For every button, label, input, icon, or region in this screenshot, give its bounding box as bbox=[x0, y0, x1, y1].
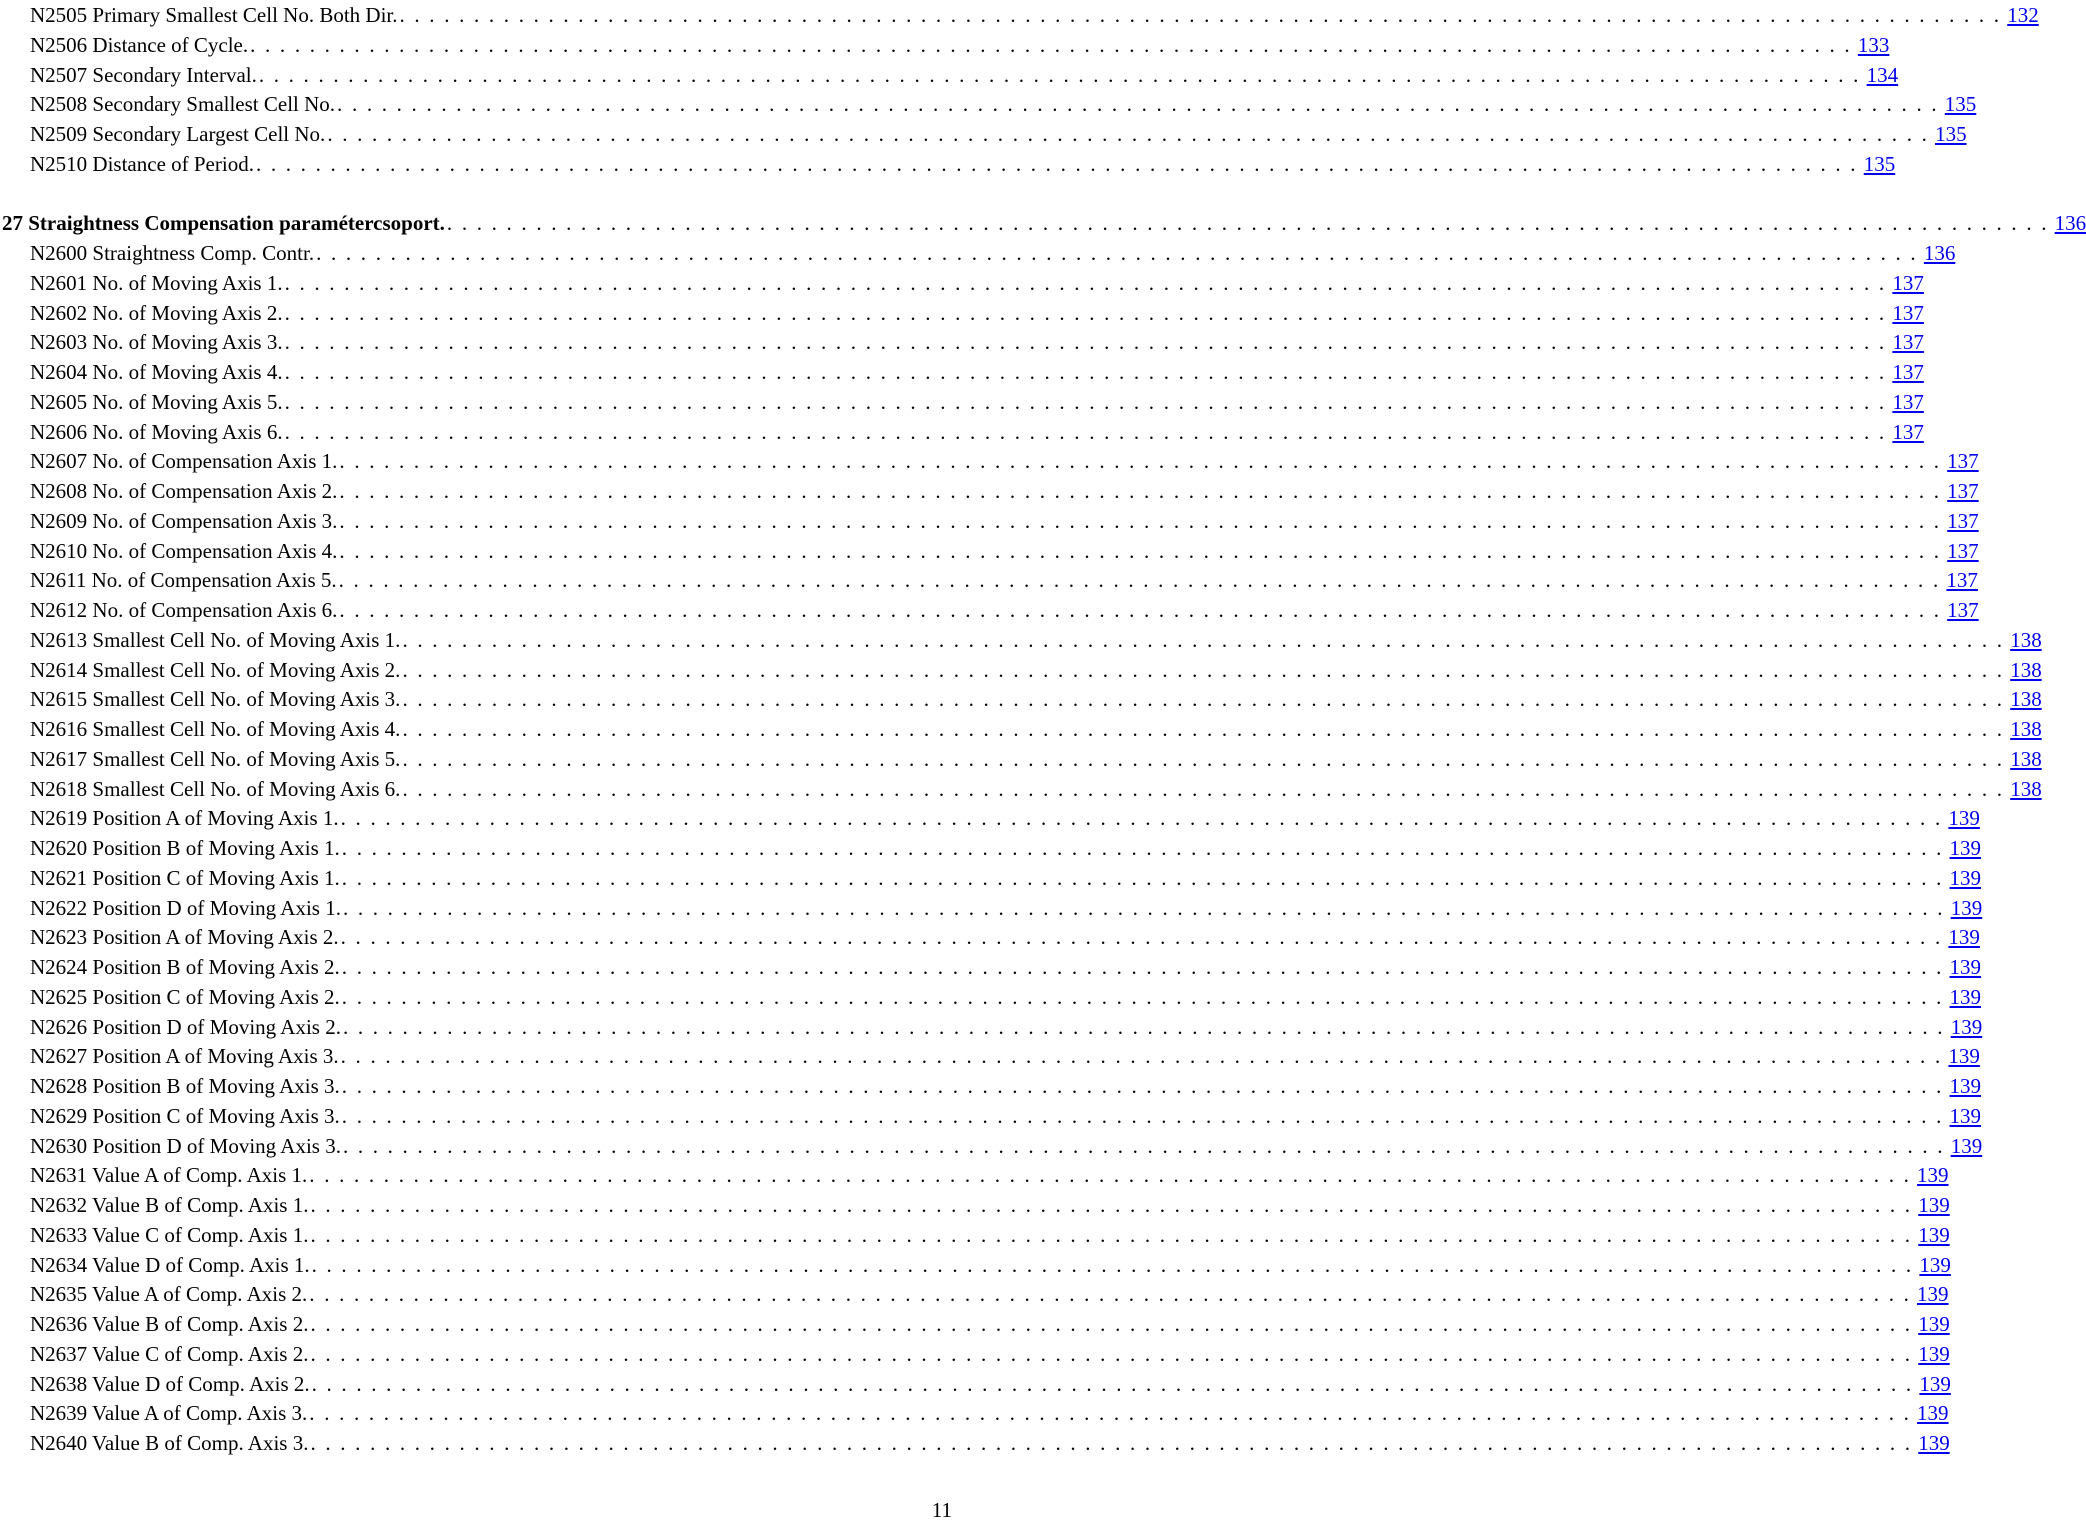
toc-page-link[interactable]: 139 bbox=[1919, 1253, 1951, 1277]
toc-leader-dots: . . . . . . . . . . . . . . . . . . . . . . . . . . . . . . . . . . . . . . . . . . . . . . . . . . . . . . . . . . . . . . . . . . . . . . . . . . . . . . . . . . . . . . . . . . . . . . . . . . . . . . . . . . . . bbox=[342, 1134, 1945, 1158]
toc-entry bbox=[0, 446, 1979, 476]
toc-page-link[interactable]: 137 bbox=[1892, 330, 1924, 354]
toc-entry-text: N2612 No. of Compensation Axis 6. bbox=[30, 598, 338, 622]
toc-leader-dots: . . . . . . . . . . . . . . . . . . . . . . . . . . . . . . . . . . . . . . . . . . . . . . . . . . . . . . . . . . . . . . . . . . . . . . . . . . . . . . . . . . . . . . . . . . . . . . . . . . . . . . . . . . . . bbox=[402, 687, 2005, 711]
toc-entry-text: N2508 Secondary Smallest Cell No. bbox=[30, 92, 336, 116]
toc-page-link[interactable]: 139 bbox=[1917, 1401, 1949, 1425]
toc-page-link[interactable]: 132 bbox=[2007, 3, 2039, 27]
toc-page-link[interactable]: 139 bbox=[1949, 955, 1982, 979]
toc-leader-dots: . . . . . . . . . . . . . . . . . . . . . . . . . . . . . . . . . . . . . . . . . . . . . . . . . . . . . . . . . . . . . . . . . . . . . . . . . . . . . . . . . . . . . . . . . . . . . . . . . . . . . . . . . . . . bbox=[255, 152, 1858, 176]
toc-page-link[interactable]: 139 bbox=[1949, 985, 1982, 1009]
toc-entry-text: N2640 Value B of Comp. Axis 3. bbox=[30, 1431, 309, 1455]
toc-leader-dots: . . . . . . . . . . . . . . . . . . . . . . . . . . . . . . . . . . . . . . . . . . . . . . . . . . . . . . . . . . . . . . . . . . . . . . . . . . . . . . . . . . . . . . . . . . . . . . . . . . . . . . . . . . . . bbox=[309, 1401, 1912, 1425]
toc-page-link[interactable]: 135 bbox=[1863, 152, 1896, 176]
toc-entry bbox=[0, 1101, 1982, 1131]
toc-entry-text: N2606 No. of Moving Axis 6. bbox=[30, 420, 283, 444]
toc-leader-dots: . . . . . . . . . . . . . . . . . . . . . . . . . . . . . . . . . . . . . . . . . . . . . . . . . . . . . . . . . . . . . . . . . . . . . . . . . . . . . . . . . . . . . . . . . . . . . . . . . . . . . . . . . . . . bbox=[310, 1193, 1913, 1217]
toc-entry-text: N2609 No. of Compensation Axis 3. bbox=[30, 509, 338, 533]
toc-leader-dots: . . . . . . . . . . . . . . . . . . . . . . . . . . . . . . . . . . . . . . . . . . . . . . . . . . . . . . . . . . . . . . . . . . . . . . . . . . . . . . . . . . . . . . . . . . . . . . . . . . . . . . . . . . . . bbox=[311, 1253, 1914, 1277]
toc-leader-dots: . . . . . . . . . . . . . . . . . . . . . . . . . . . . . . . . . . . . . . . . . . . . . . . . . . . . . . . . . . . . . . . . . . . . . . . . . . . . . . . . . . . . . . . . . . . . . . . . . . . . . . . . . . . . bbox=[339, 539, 1942, 563]
toc-entry bbox=[0, 1190, 1950, 1220]
toc-entry bbox=[0, 625, 2042, 655]
toc-leader-dots: . . . . . . . . . . . . . . . . . . . . . . . . . . . . . . . . . . . . . . . . . . . . . . . . . . . . . . . . . . . . . . . . . . . . . . . . . . . . . . . . . . . . . . . . . . . . . . . . . . . . . . . . . . . . bbox=[340, 1044, 1943, 1068]
toc-entry bbox=[0, 714, 2042, 744]
toc-entry-text: N2613 Smallest Cell No. of Moving Axis 1. bbox=[30, 628, 401, 652]
toc-entry bbox=[0, 298, 1924, 328]
toc-entry bbox=[0, 1041, 1980, 1071]
toc-entry bbox=[0, 387, 1924, 417]
toc-leader-dots: . . . . . . . . . . . . . . . . . . . . . . . . . . . . . . . . . . . . . . . . . . . . . . . . . . . . . . . . . . . . . . . . . . . . . . . . . . . . . . . . . . . . . . . . . . . . . . . . . . . . . . . . . . . . bbox=[284, 360, 1887, 384]
toc-leader-dots: . . . . . . . . . . . . . . . . . . . . . . . . . . . . . . . . . . . . . . . . . . . . . . . . . . . . . . . . . . . . . . . . . . . . . . . . . . . . . . . . . . . . . . . . . . . . . . . . . . . . . . . . . . . . bbox=[258, 63, 1861, 87]
toc-leader-dots: . . . . . . . . . . . . . . . . . . . . . . . . . . . . . . . . . . . . . . . . . . . . . . . . . . . . . . . . . . . . . . . . . . . . . . . . . . . . . . . . . . . . . . . . . . . . . . . . . . . . . . . . . . . . bbox=[338, 568, 1941, 592]
toc-entry bbox=[0, 1279, 1949, 1309]
toc-page-link[interactable]: 138 bbox=[2010, 747, 2042, 771]
toc-entry bbox=[0, 1428, 1950, 1458]
toc-entry bbox=[0, 655, 2042, 685]
toc-leader-dots: . . . . . . . . . . . . . . . . . . . . . . . . . . . . . . . . . . . . . . . . . . . . . . . . . . . . . . . . . . . . . . . . . . . . . . . . . . . . . . . . . . . . . . . . . . . . . . . . . . . . . . . . . . . . bbox=[284, 420, 1887, 444]
toc-entry bbox=[0, 1309, 1950, 1339]
toc-leader-dots: . . . . . . . . . . . . . . . . . . . . . . . . . . . . . . . . . . . . . . . . . . . . . . . . . . . . . . . . . . . . . . . . . . . . . . . . . . . . . . . . . . . . . . . . . . . . . . . . . . . . . . . . . . . . bbox=[339, 479, 1942, 503]
toc-leader-dots: . . . . . . . . . . . . . . . . . . . . . . . . . . . . . . . . . . . . . . . . . . . . . . . . . . . . . . . . . . . . . . . . . . . . . . . . . . . . . . . . . . . . . . . . . . . . . . . . . . . . . . . . . . . . bbox=[310, 1431, 1913, 1455]
toc-entry-text: N2617 Smallest Cell No. of Moving Axis 5. bbox=[30, 747, 401, 771]
toc-page-link[interactable]: 138 bbox=[2010, 717, 2042, 741]
toc-entry-text: N2638 Value D of Comp. Axis 2. bbox=[30, 1372, 310, 1396]
toc-entry-text: N2636 Value B of Comp. Axis 2. bbox=[30, 1312, 309, 1336]
toc-entry-text: N2624 Position B of Moving Axis 2. bbox=[30, 955, 340, 979]
toc-page-link[interactable]: 138 bbox=[2010, 658, 2042, 682]
toc-page-link[interactable]: 138 bbox=[2010, 777, 2042, 801]
toc-leader-dots: . . . . . . . . . . . . . . . . . . . . . . . . . . . . . . . . . . . . . . . . . . . . . . . . . . . . . . . . . . . . . . . . . . . . . . . . . . . . . . . . . . . . . . . . . . . . . . . . . . . . . . . . . . . . bbox=[402, 747, 2005, 771]
toc-entry bbox=[0, 774, 2042, 804]
toc-page-link[interactable]: 133 bbox=[1857, 33, 1890, 57]
toc-entry-text: N2639 Value A of Comp. Axis 3. bbox=[30, 1401, 308, 1425]
toc-page-link[interactable]: 137 bbox=[1947, 449, 1979, 473]
toc-entry bbox=[0, 238, 1956, 268]
toc-entry-text: N2616 Smallest Cell No. of Moving Axis 4. bbox=[30, 717, 401, 741]
toc-entry-text: N2631 Value A of Comp. Axis 1. bbox=[30, 1163, 308, 1187]
toc-page-link[interactable]: 138 bbox=[2010, 628, 2042, 652]
toc-entry-text: N2629 Position C of Moving Axis 3. bbox=[30, 1104, 340, 1128]
toc-entry bbox=[0, 30, 1890, 60]
toc-entry-text: N2610 No. of Compensation Axis 4. bbox=[30, 539, 338, 563]
toc-leader-dots: . . . . . . . . . . . . . . . . . . . . . . . . . . . . . . . . . . . . . . . . . . . . . . . . . . . . . . . . . . . . . . . . . . . . . . . . . . . . . . . . . . . . . . . . . . . . . . . . . . . . . . . . . . . . bbox=[402, 717, 2005, 741]
toc-entry bbox=[0, 863, 1982, 893]
toc-entry-text: N2507 Secondary Interval. bbox=[30, 63, 257, 87]
toc-entry bbox=[0, 119, 1967, 149]
toc-page-link[interactable]: 139 bbox=[1918, 1312, 1950, 1336]
toc-entry-text: N2608 No. of Compensation Axis 2. bbox=[30, 479, 338, 503]
toc-entry-text: N2632 Value B of Comp. Axis 1. bbox=[30, 1193, 309, 1217]
toc-leader-dots: . . . . . . . . . . . . . . . . . . . . . . . . . . . . . . . . . . . . . . . . . . . . . . . . . . . . . . . . . . . . . . . . . . . . . . . . . . . . . . . . . . . . . . . . . . . . . . . . . . . . . . . . . . . . bbox=[342, 896, 1945, 920]
toc-leader-dots: . . . . . . . . . . . . . . . . . . . . . . . . . . . . . . . . . . . . . . . . . . . . . . . . . . . . . . . . . . . . . . . . . . . . . . . . . . . . . . . . . . . . . . . . . . . . . . . . . . . . . . . . . . . . bbox=[341, 955, 1944, 979]
toc-entry bbox=[0, 744, 2042, 774]
toc-leader-dots: . . . . . . . . . . . . . . . . . . . . . . . . . . . . . . . . . . . . . . . . . . . . . . . . . . . . . . . . . . . . . . . . . . . . . . . . . . . . . . . . . . . . . . . . . . . . . . . . . . . . . . . . . . . . bbox=[327, 122, 1930, 146]
toc-entry-text: N2627 Position A of Moving Axis 3. bbox=[30, 1044, 339, 1068]
toc-entry bbox=[0, 1339, 1950, 1369]
toc-entry-text: N2602 No. of Moving Axis 2. bbox=[30, 301, 283, 325]
toc-entry-text: N2626 Position D of Moving Axis 2. bbox=[30, 1015, 341, 1039]
toc-entry bbox=[0, 1220, 1950, 1250]
toc-entry-text: N2509 Secondary Largest Cell No. bbox=[30, 122, 326, 146]
toc-page-link[interactable]: 139 bbox=[1948, 925, 1980, 949]
toc-section-heading bbox=[0, 208, 2086, 238]
toc-page-link[interactable]: 139 bbox=[1919, 1372, 1951, 1396]
toc-entry bbox=[0, 268, 1924, 298]
toc-entry bbox=[0, 982, 1982, 1012]
toc-entry bbox=[0, 952, 1982, 982]
toc-leader-dots: . . . . . . . . . . . . . . . . . . . . . . . . . . . . . . . . . . . . . . . . . . . . . . . . . . . . . . . . . . . . . . . . . . . . . . . . . . . . . . . . . . . . . . . . . . . . . . . . . . . . . . . . . . . . bbox=[402, 658, 2005, 682]
toc-entry bbox=[0, 1012, 1983, 1042]
toc-entry-text: N2615 Smallest Cell No. of Moving Axis 3. bbox=[30, 687, 401, 711]
toc-page-link[interactable]: 137 bbox=[1947, 539, 1979, 563]
toc-entry-text: N2630 Position D of Moving Axis 3. bbox=[30, 1134, 341, 1158]
toc-leader-dots: . . . . . . . . . . . . . . . . . . . . . . . . . . . . . . . . . . . . . . . . . . . . . . . . . . . . . . . . . . . . . . . . . . . . . . . . . . . . . . . . . . . . . . . . . . . . . . . . . . . . . . . . . . . . bbox=[341, 985, 1944, 1009]
toc-entry bbox=[0, 595, 1979, 625]
toc-entry bbox=[0, 1369, 1951, 1399]
toc-leader-dots: . . . . . . . . . . . . . . . . . . . . . . . . . . . . . . . . . . . . . . . . . . . . . . . . . . . . . . . . . . . . . . . . . . . . . . . . . . . . . . . . . . . . . . . . . . . . . . . . . . . . . . . . . . . . bbox=[342, 1015, 1945, 1039]
toc-entry-text: N2628 Position B of Moving Axis 3. bbox=[30, 1074, 340, 1098]
toc-entry bbox=[0, 803, 1980, 833]
toc-page-link[interactable]: 136 bbox=[2054, 211, 2086, 235]
toc-entry-text: N2614 Smallest Cell No. of Moving Axis 2. bbox=[30, 658, 401, 682]
toc-leader-dots: . . . . . . . . . . . . . . . . . . . . . . . . . . . . . . . . . . . . . . . . . . . . . . . . . . . . . . . . . . . . . . . . . . . . . . . . . . . . . . . . . . . . . . . . . . . . . . . . . . . . . . . . . . . . bbox=[284, 301, 1887, 325]
toc-entry-text: N2607 No. of Compensation Axis 1. bbox=[30, 449, 338, 473]
toc-leader-dots: . . . . . . . . . . . . . . . . . . . . . . . . . . . . . . . . . . . . . . . . . . . . . . . . . . . . . . . . . . . . . . . . . . . . . . . . . . . . . . . . . . . . . . . . . . . . . . . . . . . . . . . . . . . . bbox=[310, 1342, 1913, 1366]
toc-page-link[interactable]: 135 bbox=[1944, 92, 1977, 116]
toc-leader-dots: . . . . . . . . . . . . . . . . . . . . . . . . . . . . . . . . . . . . . . . . . . . . . . . . . . . . . . . . . . . . . . . . . . . . . . . . . . . . . . . . . . . . . . . . . . . . . . . . . . . . . . . . . . . . bbox=[284, 390, 1887, 414]
toc-page-link[interactable]: 139 bbox=[1949, 1104, 1982, 1128]
toc-page-link[interactable]: 139 bbox=[1917, 1163, 1949, 1187]
toc-entry-text: N2600 Straightness Comp. Contr. bbox=[30, 241, 315, 265]
toc-entry bbox=[0, 506, 1979, 536]
toc-entry bbox=[0, 0, 2039, 30]
toc-entry-text: N2510 Distance of Period. bbox=[30, 152, 254, 176]
toc-entry bbox=[0, 565, 1978, 595]
toc-entry bbox=[0, 149, 1896, 179]
toc-page-link[interactable]: 136 bbox=[1923, 241, 1956, 265]
toc-entry-text: N2601 No. of Moving Axis 1. bbox=[30, 271, 283, 295]
toc-leader-dots: . . . . . . . . . . . . . . . . . . . . . . . . . . . . . . . . . . . . . . . . . . . . . . . . . . . . . . . . . . . . . . . . . . . . . . . . . . . . . . . . . . . . . . . . . . . . . . . . . . . . . . . . . . . . bbox=[339, 449, 1942, 473]
toc-leader-dots: . . . . . . . . . . . . . . . . . . . . . . . . . . . . . . . . . . . . . . . . . . . . . . . . . . . . . . . . . . . . . . . . . . . . . . . . . . . . . . . . . . . . . . . . . . . . . . . . . . . . . . . . . . . . bbox=[339, 598, 1942, 622]
toc-entry-text: N2619 Position A of Moving Axis 1. bbox=[30, 806, 339, 830]
toc-page-link[interactable]: 139 bbox=[1950, 1015, 1983, 1039]
toc-page-link[interactable]: 137 bbox=[1947, 479, 1979, 503]
toc-entry-text: N2623 Position A of Moving Axis 2. bbox=[30, 925, 339, 949]
toc-page-link[interactable]: 137 bbox=[1892, 390, 1924, 414]
toc-entry-text: N2633 Value C of Comp. Axis 1. bbox=[30, 1223, 309, 1247]
toc-page-link[interactable]: 139 bbox=[1948, 806, 1980, 830]
toc-entry-text: N2621 Position C of Moving Axis 1. bbox=[30, 866, 340, 890]
toc-entry bbox=[0, 684, 2042, 714]
toc-leader-dots: . . . . . . . . . . . . . . . . . . . . . . . . . . . . . . . . . . . . . . . . . . . . . . . . . . . . . . . . . . . . . . . . . . . . . . . . . . . . . . . . . . . . . . . . . . . . . . . . . . . . . . . . . . . . bbox=[309, 1282, 1912, 1306]
toc-entry bbox=[0, 357, 1924, 387]
toc-page-link[interactable]: 139 bbox=[1918, 1223, 1950, 1247]
toc-leader-dots: . . . . . . . . . . . . . . . . . . . . . . . . . . . . . . . . . . . . . . . . . . . . . . . . . . . . . . . . . . . . . . . . . . . . . . . . . . . . . . . . . . . . . . . . . . . . . . . . . . . . . . . . . . . . bbox=[311, 1372, 1914, 1396]
toc-page-link[interactable]: 137 bbox=[1892, 271, 1924, 295]
page-number: 11 bbox=[931, 1498, 952, 1522]
toc-entry bbox=[0, 327, 1924, 357]
toc-leader-dots: . . . . . . . . . . . . . . . . . . . . . . . . . . . . . . . . . . . . . . . . . . . . . . . . . . . . . . . . . . . . . . . . . . . . . . . . . . . . . . . . . . . . . . . . . . . . . . . . . . . . . . . . . . . . bbox=[446, 211, 2049, 235]
toc-leader-dots: . . . . . . . . . . . . . . . . . . . . . . . . . . . . . . . . . . . . . . . . . . . . . . . . . . . . . . . . . . . . . . . . . . . . . . . . . . . . . . . . . . . . . . . . . . . . . . . . . . . . . . . . . . . . bbox=[399, 3, 2002, 27]
toc-page-link[interactable]: 139 bbox=[1918, 1431, 1950, 1455]
toc-entry bbox=[0, 1398, 1949, 1428]
toc-entry bbox=[0, 1071, 1982, 1101]
toc-page-link[interactable]: 137 bbox=[1892, 360, 1924, 384]
toc-entry-text: N2505 Primary Smallest Cell No. Both Dir. bbox=[30, 3, 398, 27]
toc-page-link[interactable]: 139 bbox=[1950, 896, 1983, 920]
toc-entry bbox=[0, 60, 1899, 90]
toc-leader-dots: . . . . . . . . . . . . . . . . . . . . . . . . . . . . . . . . . . . . . . . . . . . . . . . . . . . . . . . . . . . . . . . . . . . . . . . . . . . . . . . . . . . . . . . . . . . . . . . . . . . . . . . . . . . . bbox=[340, 925, 1943, 949]
toc-entry bbox=[0, 922, 1980, 952]
toc-page-link[interactable]: 137 bbox=[1892, 420, 1924, 444]
toc-leader-dots: . . . . . . . . . . . . . . . . . . . . . . . . . . . . . . . . . . . . . . . . . . . . . . . . . . . . . . . . . . . . . . . . . . . . . . . . . . . . . . . . . . . . . . . . . . . . . . . . . . . . . . . . . . . . bbox=[341, 836, 1944, 860]
toc-entry-text: N2604 No. of Moving Axis 4. bbox=[30, 360, 283, 384]
toc-entry bbox=[0, 833, 1982, 863]
toc-page-link[interactable]: 139 bbox=[1949, 1074, 1982, 1098]
toc-entry-text: N2635 Value A of Comp. Axis 2. bbox=[30, 1282, 308, 1306]
toc-leader-dots: . . . . . . . . . . . . . . . . . . . . . . . . . . . . . . . . . . . . . . . . . . . . . . . . . . . . . . . . . . . . . . . . . . . . . . . . . . . . . . . . . . . . . . . . . . . . . . . . . . . . . . . . . . . . bbox=[310, 1223, 1913, 1247]
toc-leader-dots: . . . . . . . . . . . . . . . . . . . . . . . . . . . . . . . . . . . . . . . . . . . . . . . . . . . . . . . . . . . . . . . . . . . . . . . . . . . . . . . . . . . . . . . . . . . . . . . . . . . . . . . . . . . . bbox=[341, 866, 1944, 890]
toc-page-link[interactable]: 137 bbox=[1947, 598, 1979, 622]
toc-entry bbox=[0, 1131, 1983, 1161]
toc-page-link[interactable]: 139 bbox=[1917, 1282, 1949, 1306]
toc-leader-dots: . . . . . . . . . . . . . . . . . . . . . . . . . . . . . . . . . . . . . . . . . . . . . . . . . . . . . . . . . . . . . . . . . . . . . . . . . . . . . . . . . . . . . . . . . . . . . . . . . . . . . . . . . . . . bbox=[340, 806, 1943, 830]
toc-entry bbox=[0, 893, 1983, 923]
toc-page-link[interactable]: 139 bbox=[1948, 1044, 1980, 1068]
section-heading-text: 27 Straightness Compensation paramétercsoport. bbox=[2, 211, 445, 235]
toc-entry-text: N2506 Distance of Cycle. bbox=[30, 33, 249, 57]
toc-entry bbox=[0, 536, 1979, 566]
toc-leader-dots: . . . . . . . . . . . . . . . . . . . . . . . . . . . . . . . . . . . . . . . . . . . . . . . . . . . . . . . . . . . . . . . . . . . . . . . . . . . . . . . . . . . . . . . . . . . . . . . . . . . . . . . . . . . . bbox=[316, 241, 1918, 265]
toc-leader-dots: . . . . . . . . . . . . . . . . . . . . . . . . . . . . . . . . . . . . . . . . . . . . . . . . . . . . . . . . . . . . . . . . . . . . . . . . . . . . . . . . . . . . . . . . . . . . . . . . . . . . . . . . . . . . bbox=[250, 33, 1852, 57]
toc-leader-dots: . . . . . . . . . . . . . . . . . . . . . . . . . . . . . . . . . . . . . . . . . . . . . . . . . . . . . . . . . . . . . . . . . . . . . . . . . . . . . . . . . . . . . . . . . . . . . . . . . . . . . . . . . . . . bbox=[309, 1163, 1912, 1187]
toc-entry-text: N2603 No. of Moving Axis 3. bbox=[30, 330, 283, 354]
toc-page-link[interactable]: 137 bbox=[1946, 568, 1978, 592]
toc-leader-dots: . . . . . . . . . . . . . . . . . . . . . . . . . . . . . . . . . . . . . . . . . . . . . . . . . . . . . . . . . . . . . . . . . . . . . . . . . . . . . . . . . . . . . . . . . . . . . . . . . . . . . . . . . . . . bbox=[341, 1074, 1944, 1098]
toc-entry bbox=[0, 1250, 1951, 1280]
toc-entry-text: N2637 Value C of Comp. Axis 2. bbox=[30, 1342, 309, 1366]
toc-leader-dots: . . . . . . . . . . . . . . . . . . . . . . . . . . . . . . . . . . . . . . . . . . . . . . . . . . . . . . . . . . . . . . . . . . . . . . . . . . . . . . . . . . . . . . . . . . . . . . . . . . . . . . . . . . . . bbox=[310, 1312, 1913, 1336]
toc-leader-dots: . . . . . . . . . . . . . . . . . . . . . . . . . . . . . . . . . . . . . . . . . . . . . . . . . . . . . . . . . . . . . . . . . . . . . . . . . . . . . . . . . . . . . . . . . . . . . . . . . . . . . . . . . . . . bbox=[402, 777, 2005, 801]
toc-entry-text: N2611 No. of Compensation Axis 5. bbox=[30, 568, 337, 592]
toc-page-link[interactable]: 137 bbox=[1947, 509, 1979, 533]
toc-page-link[interactable]: 134 bbox=[1866, 63, 1899, 87]
toc-leader-dots: . . . . . . . . . . . . . . . . . . . . . . . . . . . . . . . . . . . . . . . . . . . . . . . . . . . . . . . . . . . . . . . . . . . . . . . . . . . . . . . . . . . . . . . . . . . . . . . . . . . . . . . . . . . . bbox=[337, 92, 1939, 116]
toc-page-link[interactable]: 139 bbox=[1950, 1134, 1983, 1158]
toc-entry bbox=[0, 417, 1924, 447]
toc-page-link[interactable]: 139 bbox=[1918, 1193, 1950, 1217]
toc-leader-dots: . . . . . . . . . . . . . . . . . . . . . . . . . . . . . . . . . . . . . . . . . . . . . . . . . . . . . . . . . . . . . . . . . . . . . . . . . . . . . . . . . . . . . . . . . . . . . . . . . . . . . . . . . . . . bbox=[284, 271, 1887, 295]
toc-entry-text: N2625 Position C of Moving Axis 2. bbox=[30, 985, 340, 1009]
toc-entry-text: N2634 Value D of Comp. Axis 1. bbox=[30, 1253, 310, 1277]
toc-entry-text: N2622 Position D of Moving Axis 1. bbox=[30, 896, 341, 920]
toc-entry bbox=[0, 1160, 1949, 1190]
toc-entry-text: N2618 Smallest Cell No. of Moving Axis 6. bbox=[30, 777, 401, 801]
toc-entry bbox=[0, 476, 1979, 506]
toc-entry-text: N2620 Position B of Moving Axis 1. bbox=[30, 836, 340, 860]
toc-page-link[interactable]: 138 bbox=[2010, 687, 2042, 711]
toc-entry bbox=[0, 89, 1977, 119]
toc-leader-dots: . . . . . . . . . . . . . . . . . . . . . . . . . . . . . . . . . . . . . . . . . . . . . . . . . . . . . . . . . . . . . . . . . . . . . . . . . . . . . . . . . . . . . . . . . . . . . . . . . . . . . . . . . . . . bbox=[402, 628, 2005, 652]
toc-entry-text: N2605 No. of Moving Axis 5. bbox=[30, 390, 283, 414]
toc-page-link[interactable]: 139 bbox=[1949, 866, 1982, 890]
toc-leader-dots: . . . . . . . . . . . . . . . . . . . . . . . . . . . . . . . . . . . . . . . . . . . . . . . . . . . . . . . . . . . . . . . . . . . . . . . . . . . . . . . . . . . . . . . . . . . . . . . . . . . . . . . . . . . . bbox=[339, 509, 1942, 533]
toc-page-link[interactable]: 135 bbox=[1935, 122, 1967, 146]
toc-leader-dots: . . . . . . . . . . . . . . . . . . . . . . . . . . . . . . . . . . . . . . . . . . . . . . . . . . . . . . . . . . . . . . . . . . . . . . . . . . . . . . . . . . . . . . . . . . . . . . . . . . . . . . . . . . . . bbox=[341, 1104, 1944, 1128]
toc-leader-dots: . . . . . . . . . . . . . . . . . . . . . . . . . . . . . . . . . . . . . . . . . . . . . . . . . . . . . . . . . . . . . . . . . . . . . . . . . . . . . . . . . . . . . . . . . . . . . . . . . . . . . . . . . . . . bbox=[284, 330, 1887, 354]
toc-page-link[interactable]: 139 bbox=[1949, 836, 1982, 860]
toc-page-link[interactable]: 139 bbox=[1918, 1342, 1950, 1366]
toc-page-link[interactable]: 137 bbox=[1892, 301, 1924, 325]
